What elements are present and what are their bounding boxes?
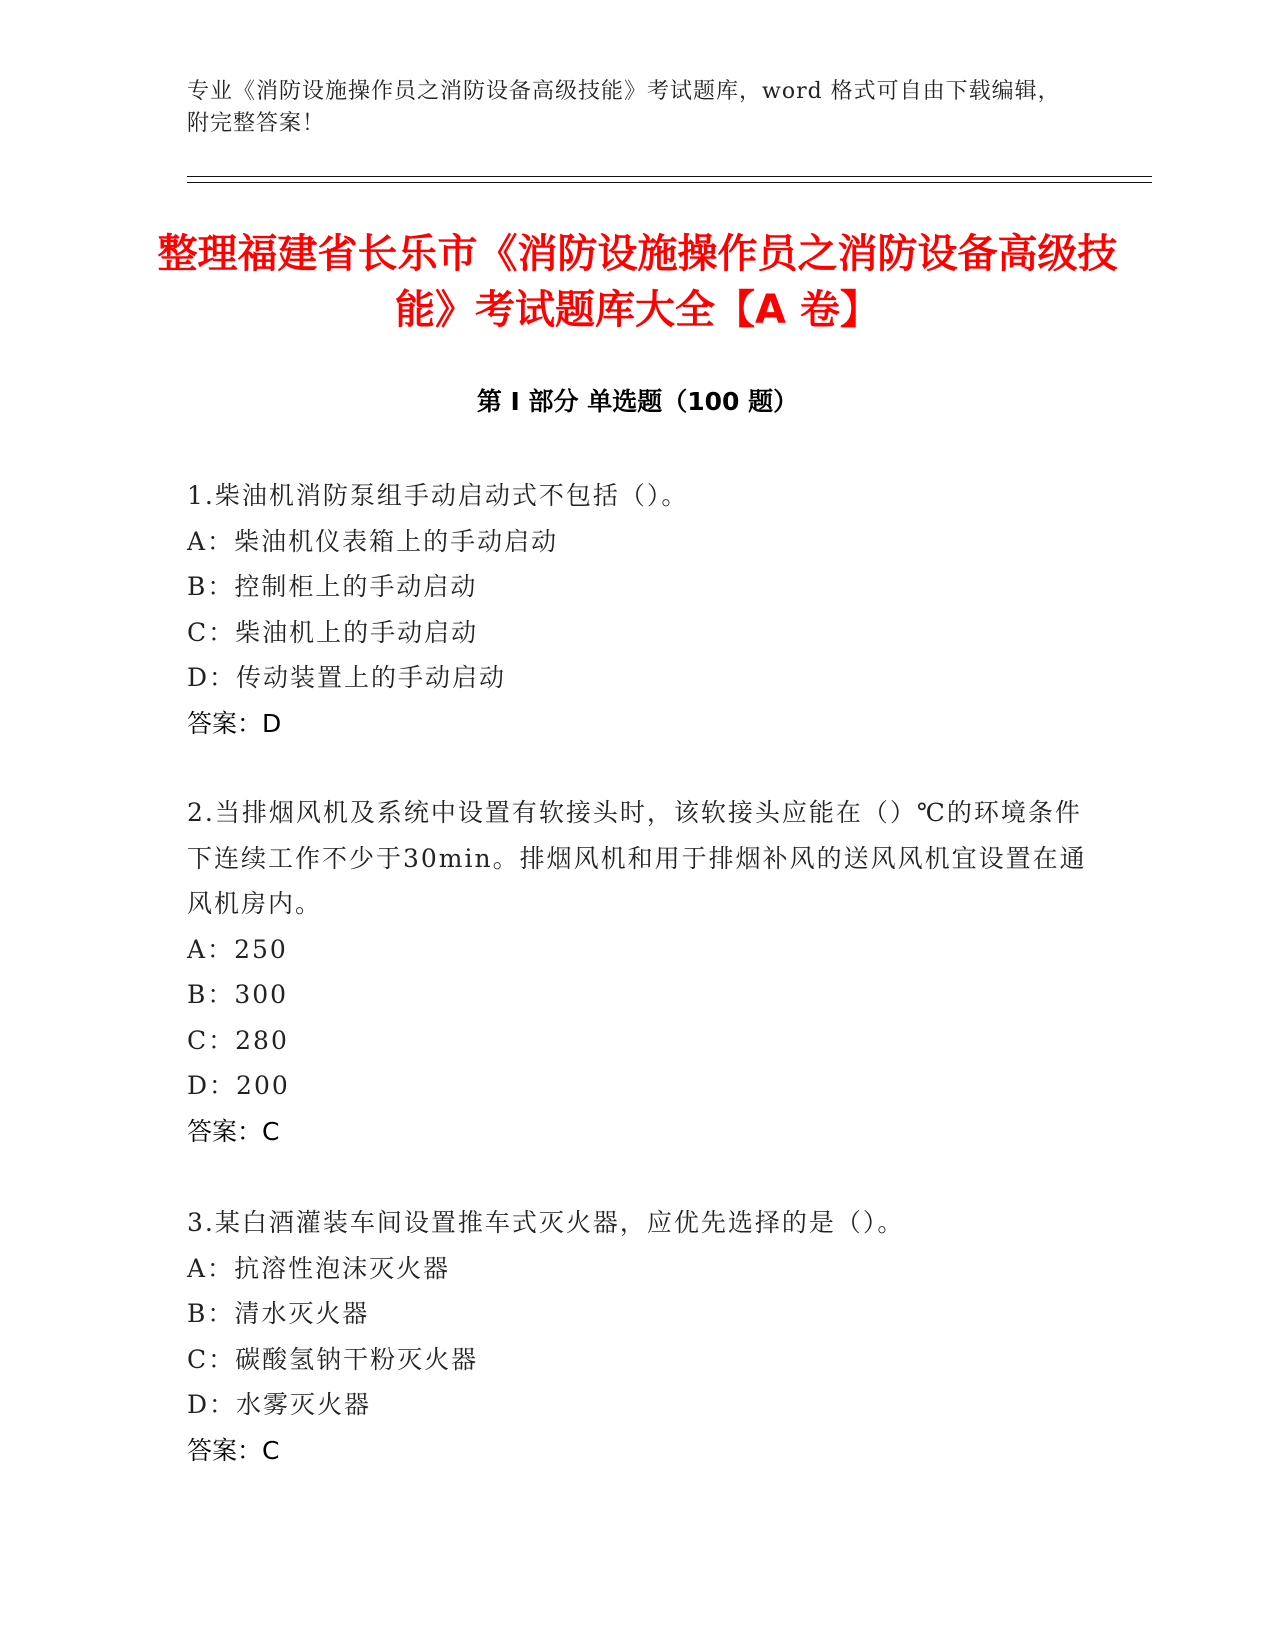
option-c [187,1337,1087,1383]
option-letter: A： [187,934,235,964]
option-text: 碳酸氢钠干粉灭火器 [235,1344,479,1374]
question-stem: 2.当排烟风机及系统中设置有软接头时，该软接头应能在（）℃的环境条件下连续工作不少于30min。排烟风机和用于排烟补风的送风风机宜设置在通风机房内。 [187,798,1087,918]
option-a [187,927,1087,973]
option-c [187,610,1087,656]
option-text: 清水灭火器 [234,1299,370,1328]
question-3 [187,1200,1087,1473]
question-stem: 1.柴油机消防泵组手动启动式不包括（）。 [187,481,689,510]
option-letter: C： [187,617,236,647]
answer-line: 答案：D [187,708,282,738]
answer-line: 答案：C [187,1435,280,1465]
option-letter: D： [187,663,237,692]
option-a [187,519,1087,565]
header-divider-top [187,176,1152,177]
option-d [187,1382,1087,1428]
option-b [187,972,1087,1018]
option-c [187,1018,1087,1064]
option-letter: A： [187,526,235,556]
option-text: 传动装置上的手动启动 [236,663,507,692]
option-text: 控制柜上的手动启动 [234,572,478,601]
answer-line: 答案：C [187,1116,280,1146]
option-text: 250 [234,934,288,964]
question-1 [187,473,1087,746]
question-2 [187,790,1087,1154]
option-letter: C： [187,1025,236,1055]
option-letter: A： [187,1253,235,1283]
document-title: 整理福建省长乐市《消防设施操作员之消防设备高级技能》考试题库大全【A 卷】 [157,231,1118,333]
option-letter: C： [187,1344,236,1374]
option-text: 柴油机上的手动启动 [235,617,479,647]
option-text: 280 [235,1025,289,1055]
option-b [187,564,1087,610]
option-letter: B： [187,572,235,601]
option-b [187,1291,1087,1337]
option-letter: D： [187,1390,237,1419]
section-heading: 第 I 部分 单选题（100 题） [476,387,799,416]
option-d [187,1063,1087,1109]
option-text: 柴油机仪表箱上的手动启动 [234,526,559,556]
option-letter: B： [187,1299,235,1328]
option-text: 300 [234,980,289,1009]
header-note: 专业《消防设施操作员之消防设备高级技能》考试题库，word 格式可自由下载编辑，附完整答案！ [187,79,1061,136]
option-a [187,1246,1087,1292]
option-text: 200 [236,1071,290,1100]
header-divider-bottom [187,182,1152,183]
option-text: 抗溶性泡沫灭火器 [234,1253,451,1283]
option-text: 水雾灭火器 [236,1390,372,1419]
option-letter: D： [187,1071,237,1100]
option-d [187,655,1087,701]
option-letter: B： [187,980,235,1009]
question-stem: 3.某白酒灌装车间设置推车式灭火器，应优先选择的是（）。 [187,1208,905,1237]
